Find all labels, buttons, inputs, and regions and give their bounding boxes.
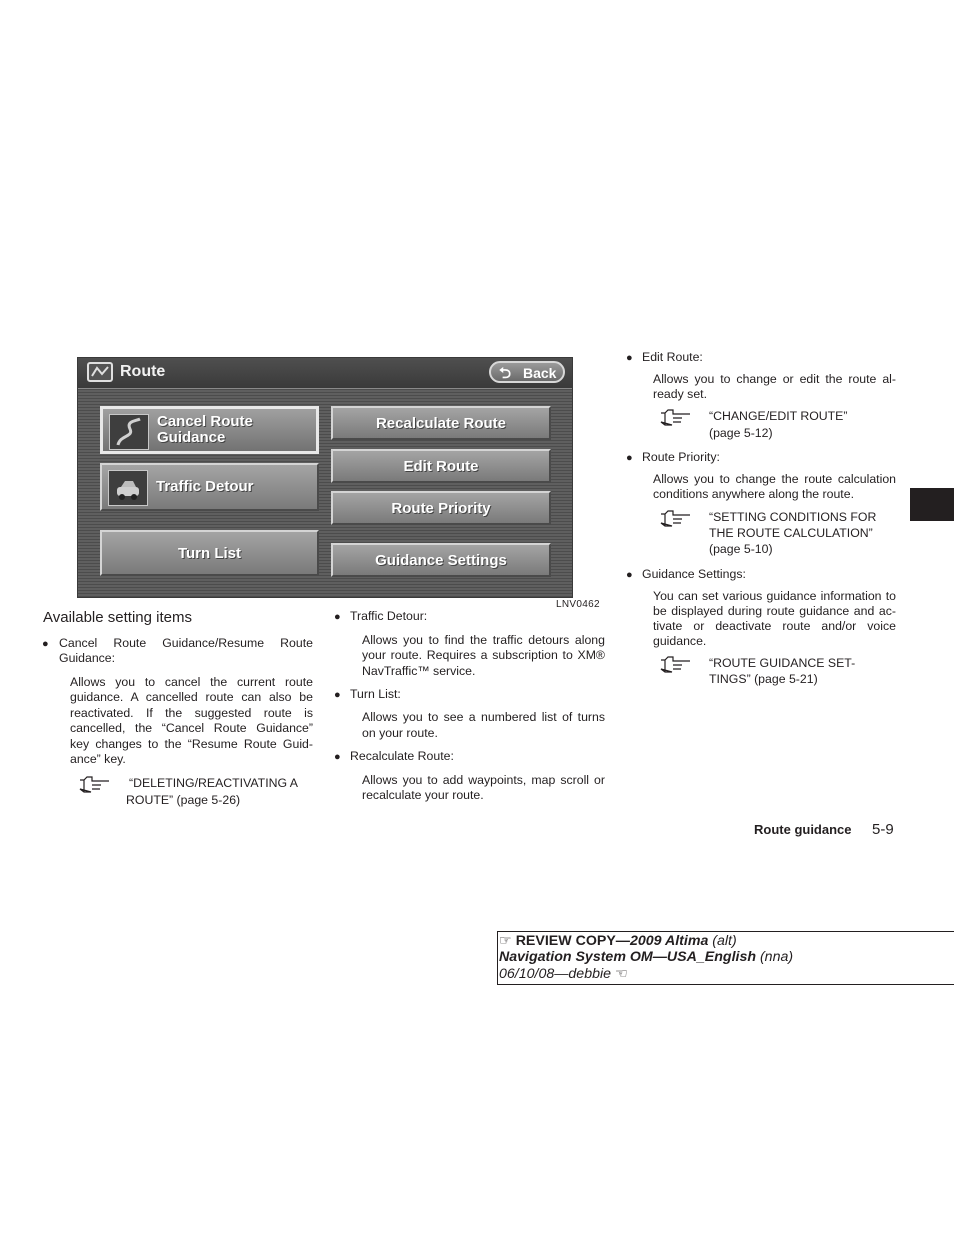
review-model: 2009 Altima — [630, 933, 709, 949]
item-priority-ref-line2: THE ROUTE CALCULATION” — [709, 526, 873, 540]
item-guidance-desc-line: You can set various guidance information to — [653, 589, 896, 603]
review-line2 — [499, 949, 793, 965]
item-cancel-title-line1: Cancel Route Guidance/Resume Route — [59, 636, 313, 650]
item-cancel-desc-line: Allows you to cancel the current route — [70, 675, 313, 689]
item-edit-desc-line1: Allows you to change or edit the route al- — [653, 372, 896, 386]
cancel-route-guidance-label — [157, 414, 253, 446]
item-turn-desc-line2: on your route. — [362, 726, 438, 740]
footer-page-number: 5-9 — [872, 821, 894, 838]
bullet-icon: ● — [334, 689, 341, 701]
pointing-left-hand-icon: ☜ — [614, 966, 628, 982]
pointing-hand-icon — [660, 655, 692, 673]
turn-list-label: Turn List — [177, 544, 242, 562]
bullet-icon: ● — [626, 569, 633, 581]
item-cancel-ref-line2: ROUTE” (page 5-26) — [126, 793, 241, 807]
pointing-right-hand-icon: ☞ — [499, 933, 512, 949]
pointing-hand-icon — [660, 509, 692, 527]
chapter-thumb-tab — [910, 488, 954, 521]
turn-list-button[interactable] — [100, 530, 319, 576]
item-cancel-desc-line: ance” key. — [70, 752, 126, 766]
bullet-icon: ● — [334, 751, 341, 763]
nav-screen-figure — [77, 357, 573, 598]
item-priority-ref-line3: (page 5-10) — [709, 542, 773, 556]
item-turn-title: Turn List: — [350, 687, 401, 701]
bullet-icon: ● — [626, 352, 633, 364]
item-cancel-desc-line: key changes to the “Resume Route Guid- — [70, 737, 313, 751]
review-model-code: (alt) — [708, 933, 737, 949]
item-edit-desc-line2: ready set. — [653, 387, 707, 401]
figure-code: LNV0462 — [556, 599, 600, 610]
item-guidance-title: Guidance Settings: — [642, 567, 746, 581]
edit-route-label: Edit Route — [403, 457, 479, 475]
item-cancel-desc-line: reactivated. If the suggested route is — [70, 706, 313, 720]
item-guidance-desc-line: tivate or deactivate route and/or voice — [653, 619, 896, 633]
item-cancel-ref-line1: “DELETING/REACTIVATING A — [129, 776, 298, 790]
back-label: Back — [523, 365, 557, 381]
traffic-car-icon — [108, 470, 148, 506]
review-system: Navigation System OM—USA_English — [499, 949, 757, 965]
recalculate-route-label: Recalculate Route — [375, 414, 507, 432]
cancel-label-line1: Cancel Route — [157, 413, 253, 430]
route-menu-icon — [87, 362, 113, 382]
pointing-hand-icon — [79, 775, 111, 793]
cancel-label-line2: Guidance — [157, 429, 226, 446]
back-arrow-icon: ⮌ — [499, 365, 512, 382]
route-curve-icon — [109, 414, 149, 450]
section-heading: Available setting items — [43, 609, 192, 626]
review-line1 — [499, 933, 737, 949]
item-priority-desc-line2: conditions anywhere along the route. — [653, 487, 854, 501]
edit-route-button[interactable] — [331, 449, 551, 483]
item-edit-ref-line2: (page 5-12) — [709, 426, 773, 440]
item-guidance-ref-line2: TINGS” (page 5-21) — [709, 672, 818, 686]
item-guidance-desc-line: be displayed during route guidance and ac- — [653, 604, 896, 618]
item-guidance-ref-line1: “ROUTE GUIDANCE SET- — [709, 656, 856, 670]
bullet-icon: ● — [334, 611, 341, 623]
item-cancel-desc-line: cancelled, the “Cancel Route Guidance” — [70, 721, 313, 735]
review-line3 — [499, 966, 628, 982]
traffic-detour-button[interactable] — [100, 463, 319, 511]
item-cancel-desc-line: guidance. A cancelled route can also be — [70, 690, 313, 704]
item-cancel-title-line2: Guidance: — [59, 651, 116, 665]
route-priority-button[interactable] — [331, 491, 551, 525]
item-recalc-desc-line2: recalculate your route. — [362, 788, 484, 802]
item-traffic-title: Traffic Detour: — [350, 609, 428, 623]
traffic-detour-label: Traffic Detour — [156, 478, 254, 495]
item-recalc-title: Recalculate Route: — [350, 749, 454, 763]
guidance-settings-button[interactable] — [331, 543, 551, 577]
item-recalc-desc-line1: Allows you to add waypoints, map scroll or — [362, 773, 605, 787]
item-traffic-desc-line1: Allows you to find the traffic detours along — [362, 633, 605, 647]
item-priority-title: Route Priority: — [642, 450, 720, 464]
item-traffic-desc-line3: NavTraffic™ service. — [362, 664, 476, 678]
screen-title: Route — [120, 363, 166, 380]
route-priority-label: Route Priority — [391, 499, 491, 517]
back-button[interactable] — [489, 361, 565, 383]
recalculate-route-button[interactable] — [331, 406, 551, 440]
review-system-code: (nna) — [756, 949, 794, 965]
cancel-route-guidance-button[interactable] — [100, 406, 319, 454]
item-priority-desc-line1: Allows you to change the route calculation — [653, 472, 896, 486]
review-copy-box — [497, 931, 954, 985]
item-traffic-desc-line2: your route. Requires a subscription to XM® — [362, 648, 605, 662]
screen-header — [78, 358, 572, 389]
item-edit-title: Edit Route: — [642, 350, 703, 364]
footer-section-title: Route guidance — [754, 822, 852, 837]
pointing-hand-icon — [660, 408, 692, 426]
item-guidance-desc-line: guidance. — [653, 634, 707, 648]
bullet-icon: ● — [626, 452, 633, 464]
item-priority-ref-line1: “SETTING CONDITIONS FOR — [709, 510, 877, 524]
item-edit-ref-line1: “CHANGE/EDIT ROUTE” — [709, 409, 848, 423]
review-date-user: 06/10/08—debbie — [499, 966, 612, 982]
review-copy-label: REVIEW COPY— — [515, 933, 630, 949]
guidance-settings-label: Guidance Settings — [375, 551, 507, 569]
item-turn-desc-line1: Allows you to see a numbered list of turns — [362, 710, 605, 724]
bullet-icon: ● — [42, 638, 49, 650]
